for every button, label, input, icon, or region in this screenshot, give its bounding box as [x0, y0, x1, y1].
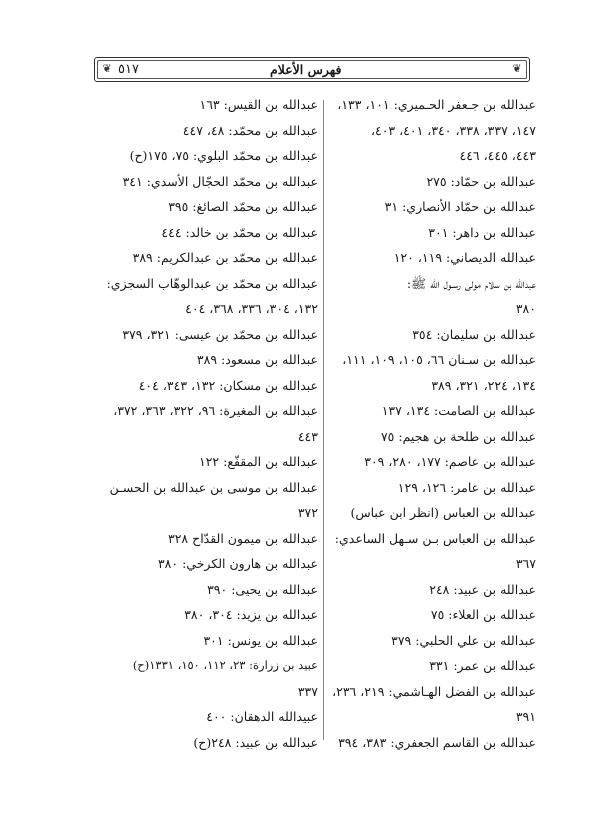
- index-entry: عبدالله بن محمّد: ٤٨، ٤٤٧: [182, 122, 318, 138]
- index-entry: ٣٩١: [515, 709, 536, 724]
- index-entry: عبدالله بن محمّد بن خالد: ٤٤٤: [161, 224, 318, 240]
- index-entry: عبدالله بن حمّاد الأنصاري: ٣١: [384, 199, 536, 214]
- index-entry: ٤٤٣، ٤٤٥، ٤٤٦: [459, 148, 536, 163]
- index-entry: ١٣٢، ٣٠٤، ٣٣٦، ٣٦٨، ٤٠٤: [185, 301, 318, 316]
- index-entry: عبدالله بن يحيى: ٣٩٠: [207, 581, 318, 597]
- index-entry: عبدالله بن القيس: ١٦٣: [199, 97, 318, 112]
- index-entry: عبدالله بن العباس (انظر ابن عباس): [350, 505, 536, 520]
- index-entry: عبدالله بن داهر: ٣٠١: [428, 224, 536, 240]
- index-entry: عبدالله بن محمّد الحجّال الأسدي: ٣٤١: [122, 173, 318, 189]
- index-entry: عبدالله بن مسعود: ٣٨٩: [196, 352, 318, 367]
- column-divider: [323, 100, 324, 740]
- index-entry: عبدالله بن محمّد بن عبدالوهّاب السجزي:: [106, 275, 318, 291]
- index-entry: عبيد بن زرارة: ٢٣، ١١٢، ١٥٠، ١٣٣١(ح): [132, 658, 318, 672]
- index-entry: عبدالله بن سـنان ٦٦، ١٠٥، ١٠٩، ١١١،: [342, 352, 536, 367]
- index-entry: ٣٦٧: [515, 556, 536, 571]
- index-entry: عبدالله بن ميمون القدّاح ٣٢٨: [168, 530, 318, 546]
- index-entry: عبدالله بن المقفّع: ١٢٢: [198, 454, 318, 469]
- index-entry: عبدالله بن العلاء: ٧٥: [430, 607, 536, 622]
- index-entry: ٣٨٠: [515, 301, 536, 316]
- index-column-right: [332, 92, 536, 755]
- index-entry: عبدالله بن حمّاد: ٢٧٥: [426, 173, 536, 189]
- index-entry: ١٤٧، ٣٣٧، ٣٣٨، ٣٤٠، ٤٠١، ٤٠٣،: [370, 122, 536, 138]
- index-entry: عبدالله بن جـعفر الحـميري: ١٠١، ١٣٣،: [337, 97, 536, 112]
- index-entry: عبدالله بن عاصم: ١٧٧، ٢٨٠، ٣٠٩: [364, 454, 536, 469]
- index-column-left: [96, 92, 318, 755]
- index-entry: عبدالله بن سلام مولى رسـول الله ﷺ:: [406, 275, 536, 291]
- index-entry: عبدالله بن محمّد بن عيسى: ٣٢١، ٣٧٩: [122, 326, 318, 342]
- index-entry: عبدالله بن القاسم الجعفري: ٣٨٣، ٣٩٤: [338, 734, 536, 750]
- index-entry: ٤٤٣: [297, 428, 318, 444]
- index-entry: عبدالله بن عبيد: ٢٤٨(ح): [193, 734, 318, 750]
- index-entry: عبدالله بن محمّد البلوي: ٧٥، ١٧٥(ح): [129, 148, 318, 163]
- index-entry: عبدالله بن العباس بـن سـهل الساعدي:: [334, 530, 536, 546]
- index-entry: عبيدالله الدهقان: ٤٠٠: [206, 709, 318, 724]
- index-entry: عبدالله بن محمّد بن عبدالكريم: ٣٨٩: [132, 250, 318, 265]
- index-entry: عبدالله بن يونس: ٣٠١: [203, 632, 318, 648]
- index-entry: عبدالله بن الفضل الهـاشمي: ٢١٩، ٢٣٦،: [332, 683, 536, 699]
- page-number: ٥١٧: [118, 62, 139, 77]
- index-entry: عبدالله بن عبيد: ٢٤٨: [429, 581, 536, 597]
- index-entry: عبدالله بن علي الحلبي: ٣٧٩: [391, 632, 536, 648]
- index-entry: عبدالله الديصاني: ١١٩، ١٢٠: [393, 250, 536, 265]
- index-entry: عبدالله بن طلحة بن هجيم: ٧٥: [380, 428, 536, 444]
- index-entry: عبدالله بن مسكان: ١٣٢، ٣٤٣، ٤٠٤: [138, 377, 318, 393]
- running-title: فهرس الأعلام: [270, 62, 342, 77]
- index-entry: ٣٣٧: [297, 683, 318, 699]
- index-entry: عبدالله بن هارون الكرخي: ٣٨٠: [157, 556, 318, 571]
- index-entry: عبدالله بن الصامت: ١٣٤، ١٣٧: [381, 403, 536, 418]
- ornament-right-icon: ❦: [512, 62, 522, 75]
- index-entry: عبدالله بن سليمان: ٣٥٤: [412, 326, 536, 342]
- index-entry: ٣٧٢: [297, 505, 318, 520]
- ornament-left-icon: ❦: [102, 62, 112, 75]
- index-entry: عبدالله بن يزيد: ٣٠٤، ٣٨٠: [184, 607, 318, 622]
- index-entry: ١٣٤، ٢٢٤، ٣٢١، ٣٨٩: [431, 377, 536, 393]
- index-entry: عبدالله بن موسى بن عبدالله بن الحسـن: [109, 479, 318, 495]
- index-entry: عبدالله بن عمر: ٣٣١: [429, 658, 536, 673]
- index-entry: عبدالله بن محمّد الصائغ: ٣٩٥: [168, 199, 318, 214]
- index-entry: عبدالله بن عامر: ١٢٦، ١٢٩: [397, 479, 536, 495]
- index-entry: عبدالله بن المغيرة: ٩٦، ٣٢٢، ٣٦٣، ٣٧٢،: [113, 403, 318, 418]
